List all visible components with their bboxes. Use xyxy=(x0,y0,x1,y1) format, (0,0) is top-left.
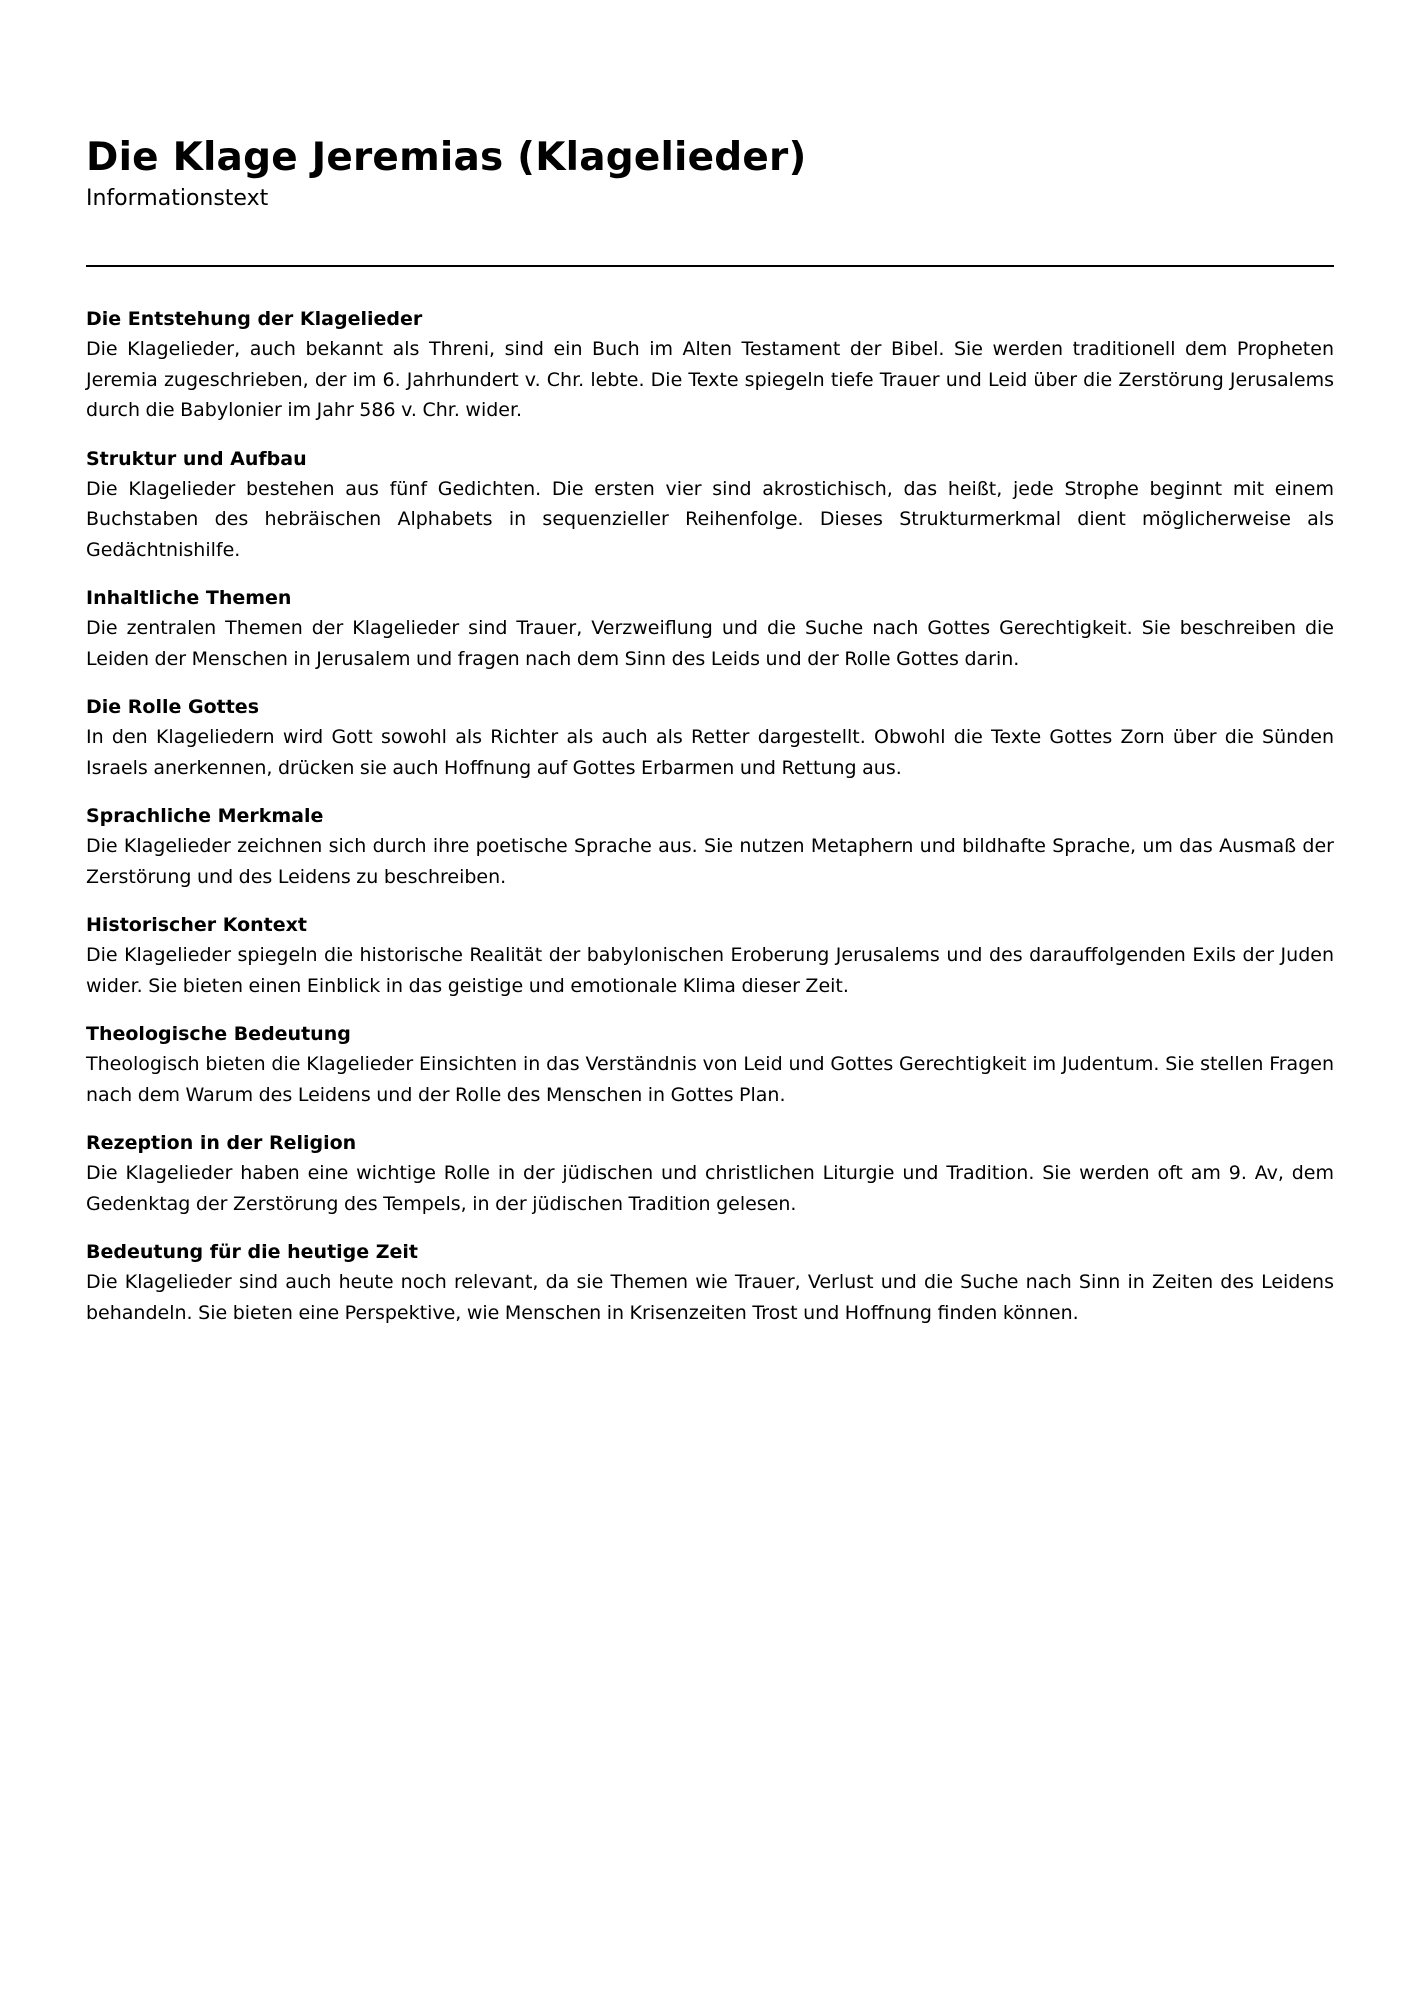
section-text: Die Klagelieder bestehen aus fünf Gedichten. Die ersten vier sind akrostichisch, das heißt, jede Strophe beginnt mit einem Buchstaben des hebräischen Alphabets in sequenzieller Reihenfolge. Dieses Strukturmerkmal dient möglicherweise als Gedächtnishilfe. xyxy=(86,477,1334,561)
section-text: Die zentralen Themen der Klagelieder sind Trauer, Verzweiflung und die Suche nach Gottes Gerechtigkeit. Sie beschreiben die Leiden der Menschen in Jerusalem und fragen nach dem Sinn des Leids und der Rolle Gottes darin. xyxy=(86,617,1334,670)
section-heading: Inhaltliche Themen xyxy=(86,587,292,609)
document-title: Die Klage Jeremias (Klagelieder) xyxy=(86,135,807,180)
section-text: Die Klagelieder, auch bekannt als Threni, sind ein Buch im Alten Testament der Bibel. Sie werden traditionell dem Propheten Jeremia zugeschrieben, der im 6. Jahrhundert v. Chr. lebte. Die Texte spiegeln tiefe Trauer und Leid über die Zerstörung Jerusalems durch die Babylonier im Jahr 586 v. Chr. wider. xyxy=(86,338,1334,421)
section-heading: Sprachliche Merkmale xyxy=(86,805,324,827)
section xyxy=(86,692,1334,783)
document-page xyxy=(86,134,1334,1346)
section-text: Die Klagelieder haben eine wichtige Rolle in der jüdischen und christlichen Liturgie und Tradition. Sie werden oft am 9. Av, dem Gedenktag der Zerstörung des Tempels, in der jüdischen Tradition gelesen. xyxy=(86,1162,1334,1215)
section-heading: Die Entstehung der Klagelieder xyxy=(86,308,423,330)
section-text: Die Klagelieder zeichnen sich durch ihre poetische Sprache aus. Sie nutzen Metaphern und bildhafte Sprache, um das Ausmaß der Zerstörung und des Leidens zu beschreiben. xyxy=(86,835,1334,888)
section-heading: Bedeutung für die heutige Zeit xyxy=(86,1241,419,1263)
section xyxy=(86,1237,1334,1328)
section-text: Die Klagelieder spiegeln die historische Realität der babylonischen Eroberung Jerusalems und des darauffolgenden Exils der Juden wider. Sie bieten einen Einblick in das geistige und emotionale Klima dieser Zeit. xyxy=(86,944,1334,997)
sections-container xyxy=(86,304,1334,1328)
section xyxy=(86,1128,1334,1219)
section xyxy=(86,583,1334,674)
section-heading: Historischer Kontext xyxy=(86,914,307,936)
section-heading: Struktur und Aufbau xyxy=(86,447,307,470)
section xyxy=(86,444,1334,566)
document-subtitle: Informationstext xyxy=(86,186,269,211)
section-text: Theologisch bieten die Klagelieder Einsichten in das Verständnis von Leid und Gottes Gerechtigkeit im Judentum. Sie stellen Fragen nach dem Warum des Leidens und der Rolle des Menschen in Gottes Plan. xyxy=(86,1053,1334,1106)
section-text: In den Klageliedern wird Gott sowohl als Richter als auch als Retter dargestellt. Obwohl die Texte Gottes Zorn über die Sünden Israels anerkennen, drücken sie auch Hoffnung auf Gottes Erbarmen und Rettung aus. xyxy=(86,726,1334,779)
section xyxy=(86,304,1334,426)
section-heading: Theologische Bedeutung xyxy=(86,1023,351,1045)
horizontal-divider xyxy=(86,265,1334,267)
section xyxy=(86,910,1334,1001)
section-heading: Rezeption in der Religion xyxy=(86,1132,357,1154)
section xyxy=(86,1019,1334,1110)
section xyxy=(86,801,1334,892)
section-text: Die Klagelieder sind auch heute noch relevant, da sie Themen wie Trauer, Verlust und die Suche nach Sinn in Zeiten des Leidens behandeln. Sie bieten eine Perspektive, wie Menschen in Krisenzeiten Trost und Hoffnung finden können. xyxy=(86,1271,1334,1324)
section-heading: Die Rolle Gottes xyxy=(86,696,260,718)
